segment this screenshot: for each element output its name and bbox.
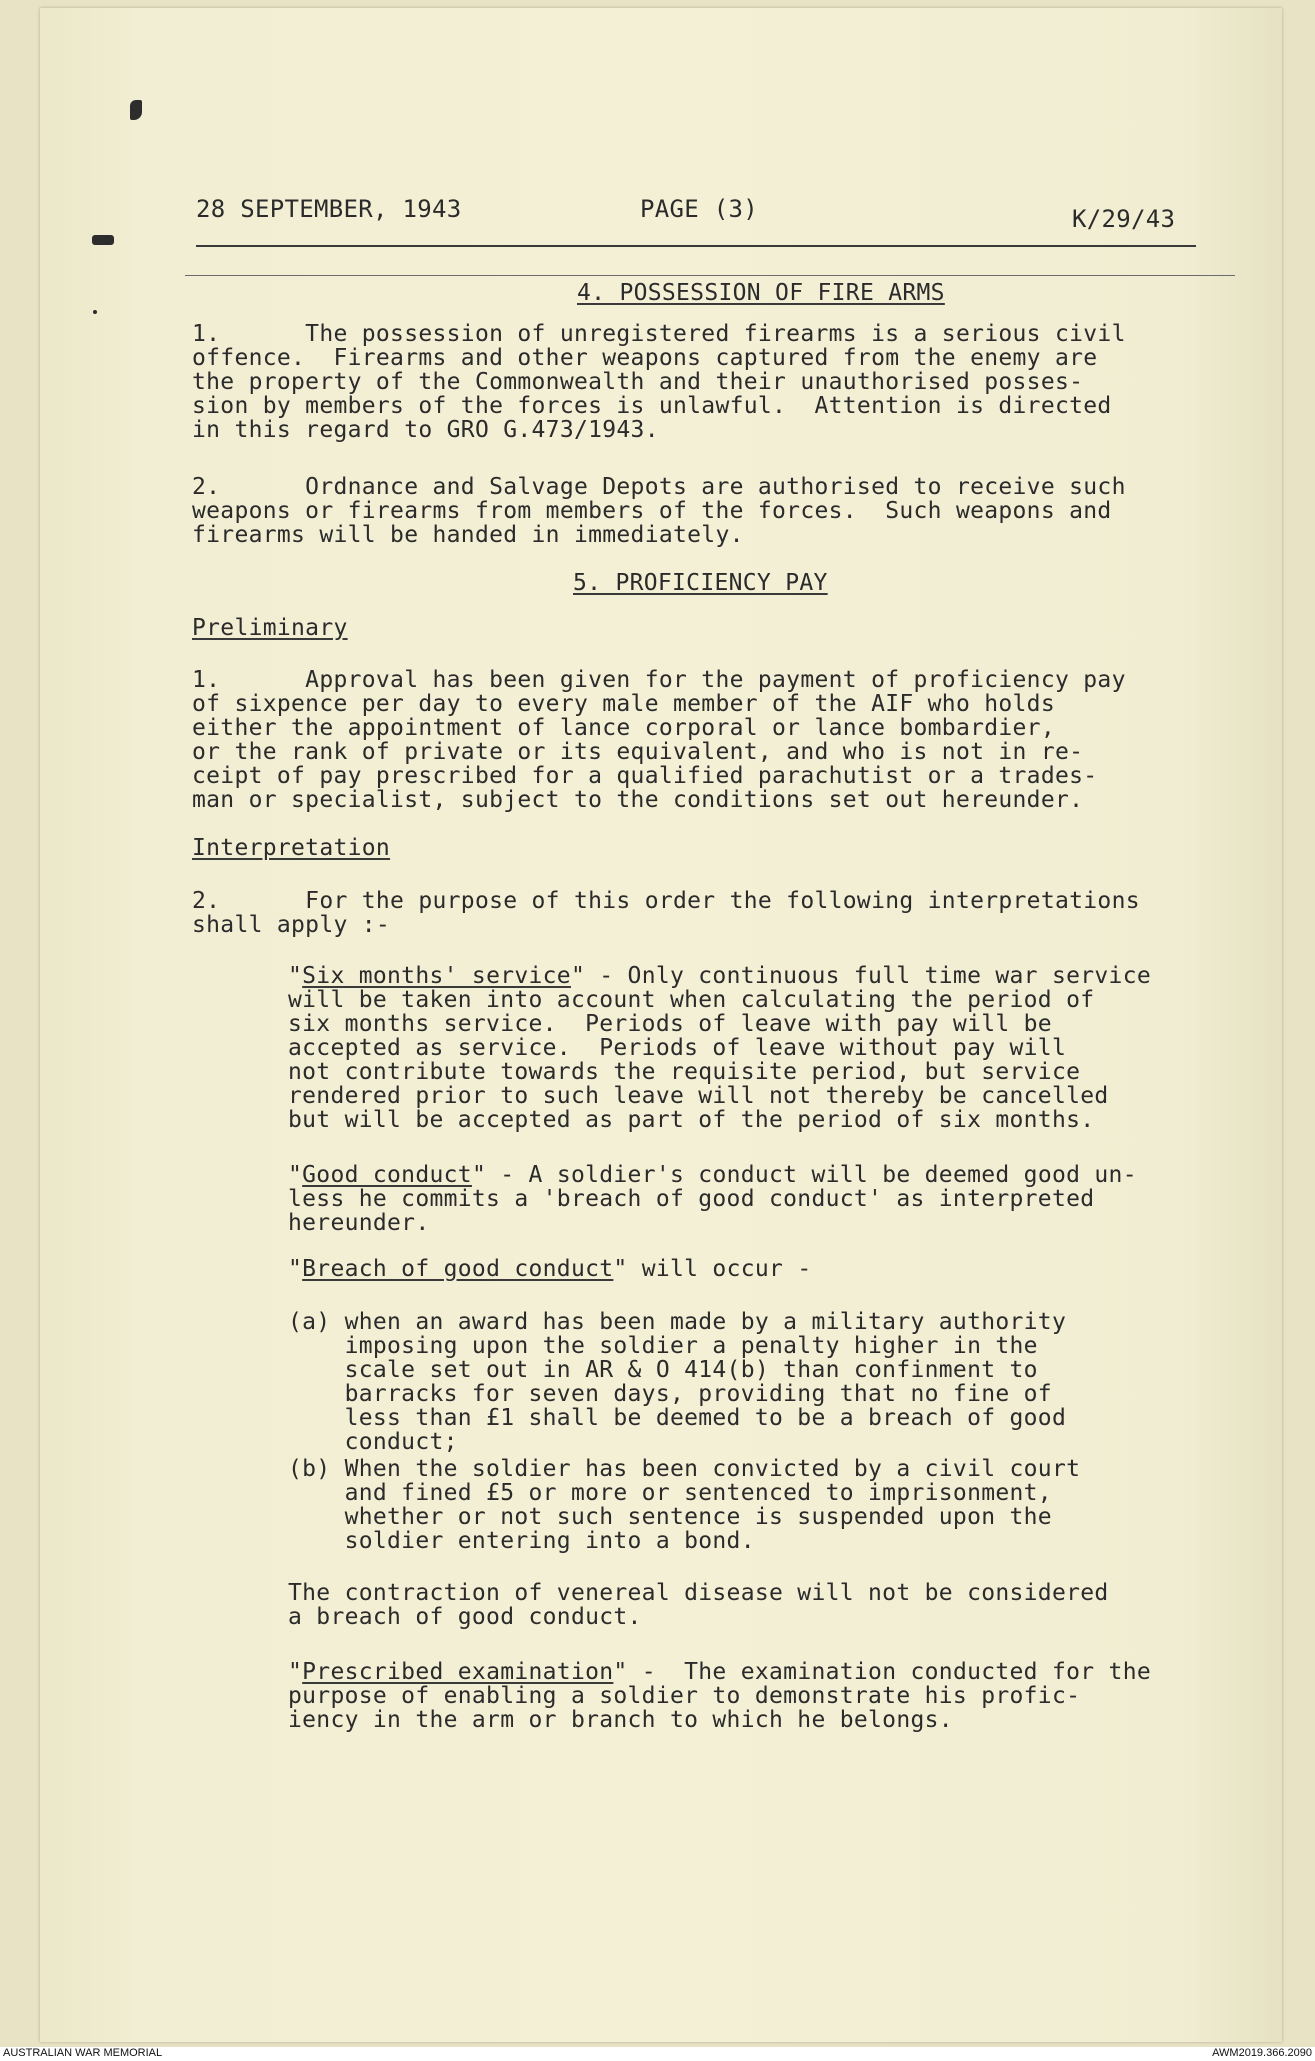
s5p2-line: 2. For the purpose of this order the following interpretations <box>192 888 1140 914</box>
edge-mark-top <box>130 100 142 120</box>
s5p2-line: shall apply :- <box>192 912 391 938</box>
good-conduct-line: less he commits a 'breach of good conduct' as interpreted <box>288 1186 1095 1212</box>
s5p1-line: man or specialist, subject to the conditions set out hereunder. <box>192 787 1084 813</box>
subheading-preliminary: Preliminary <box>192 615 348 641</box>
good-conduct-line: hereunder. <box>288 1210 430 1236</box>
header-date: 28 SEPTEMBER, 1943 <box>196 195 462 223</box>
item-b-line: whether or not such sentence is suspended upon the <box>288 1504 1052 1530</box>
prescribed-line: purpose of enabling a soldier to demonstrate his profic- <box>288 1683 1081 1709</box>
six-months-line: but will be accepted as part of the period of six months. <box>288 1107 1095 1133</box>
item-a-line: less than £1 shall be deemed to be a breach of good <box>288 1405 1067 1431</box>
six-months-term: Six months' service <box>302 963 571 989</box>
s5p1-line: 1. Approval has been given for the payment of proficiency pay <box>192 667 1126 693</box>
footer-accession: AWM2019.366.2090 <box>1212 2047 1312 2059</box>
six-months-line: rendered prior to such leave will not thereby be cancelled <box>288 1083 1109 1109</box>
six-months-first-line: "Six months' service" - Only continuous full time war service <box>288 963 1151 989</box>
good-conduct-rest: " - A soldier's conduct will be deemed good un- <box>471 1162 1137 1188</box>
section4-heading: 4. POSSESSION OF FIRE ARMS <box>577 280 945 306</box>
item-a-line: scale set out in AR & O 414(b) than confinment to <box>288 1357 1038 1383</box>
breach-term: Breach of good conduct <box>302 1256 614 1282</box>
s4p1-line: offence. Firearms and other weapons captured from the enemy are <box>192 345 1098 371</box>
section5-heading: 5. PROFICIENCY PAY <box>573 570 828 596</box>
item-a-line: (a) when an award has been made by a military authority <box>288 1309 1067 1335</box>
six-months-rest: " - Only continuous full time war service <box>570 963 1151 989</box>
venereal-line: The contraction of venereal disease will not be considered <box>288 1580 1109 1606</box>
item-b-line: (b) When the soldier has been convicted by a civil court <box>288 1456 1081 1482</box>
header-page: PAGE (3) <box>640 195 758 223</box>
header-rule <box>196 245 1196 247</box>
prescribed-term: Prescribed examination <box>302 1659 614 1685</box>
item-b-line: and fined £5 or more or sentenced to imprisonment, <box>288 1480 1052 1506</box>
edge-dot <box>93 310 97 314</box>
s5p1-line: ceipt of pay prescribed for a qualified parachutist or a trades- <box>192 763 1098 789</box>
s4p2-line: weapons or firearms from members of the forces. Such weapons and <box>192 498 1112 524</box>
breach-heading-line: "Breach of good conduct" will occur - <box>288 1256 812 1282</box>
item-a-line: imposing upon the soldier a penalty higher in the <box>288 1333 1038 1359</box>
six-months-line: accepted as service. Periods of leave without pay will <box>288 1035 1067 1061</box>
s5p1-line: either the appointment of lance corporal or lance bombardier, <box>192 715 1055 741</box>
breach-rest: " will occur - <box>613 1256 812 1282</box>
s4p1-line: the property of the Commonwealth and their unauthorised posses- <box>192 369 1084 395</box>
six-months-line: will be taken into account when calculating the period of <box>288 987 1095 1013</box>
six-months-line: not contribute towards the requisite period, but service <box>288 1059 1081 1085</box>
prescribed-rest: " - The examination conducted for the <box>613 1659 1151 1685</box>
edge-mark-mid <box>92 235 114 245</box>
item-a-line: conduct; <box>288 1429 458 1455</box>
prescribed-first-line: "Prescribed examination" - The examination conducted for the <box>288 1659 1151 1685</box>
header-rule-faint <box>185 275 1235 276</box>
s4p2-line: firearms will be handed in immediately. <box>192 522 744 548</box>
s4p1-line: sion by members of the forces is unlawful. Attention is directed <box>192 393 1112 419</box>
good-conduct-first-line: "Good conduct" - A soldier's conduct will be deemed good un- <box>288 1162 1137 1188</box>
venereal-line: a breach of good conduct. <box>288 1604 642 1630</box>
s5p1-line: or the rank of private or its equivalent, and who is not in re- <box>192 739 1084 765</box>
s4p2-line: 2. Ordnance and Salvage Depots are authorised to receive such <box>192 474 1126 500</box>
six-months-line: six months service. Periods of leave with pay will be <box>288 1011 1052 1037</box>
footer-institution: AUSTRALIAN WAR MEMORIAL <box>3 2047 163 2059</box>
item-b-line: soldier entering into a bond. <box>288 1528 755 1554</box>
prescribed-line: iency in the arm or branch to which he belongs. <box>288 1707 953 1733</box>
s4p1-line: in this regard to GRO G.473/1943. <box>192 417 659 443</box>
header-ref: K/29/43 <box>1072 205 1176 233</box>
item-a-line: barracks for seven days, providing that no fine of <box>288 1381 1052 1407</box>
s4p1-line: 1. The possession of unregistered firearms is a serious civil <box>192 321 1126 347</box>
s5p1-line: of sixpence per day to every male member of the AIF who holds <box>192 691 1055 717</box>
good-conduct-term: Good conduct <box>302 1162 472 1188</box>
subheading-interpretation: Interpretation <box>192 835 391 861</box>
